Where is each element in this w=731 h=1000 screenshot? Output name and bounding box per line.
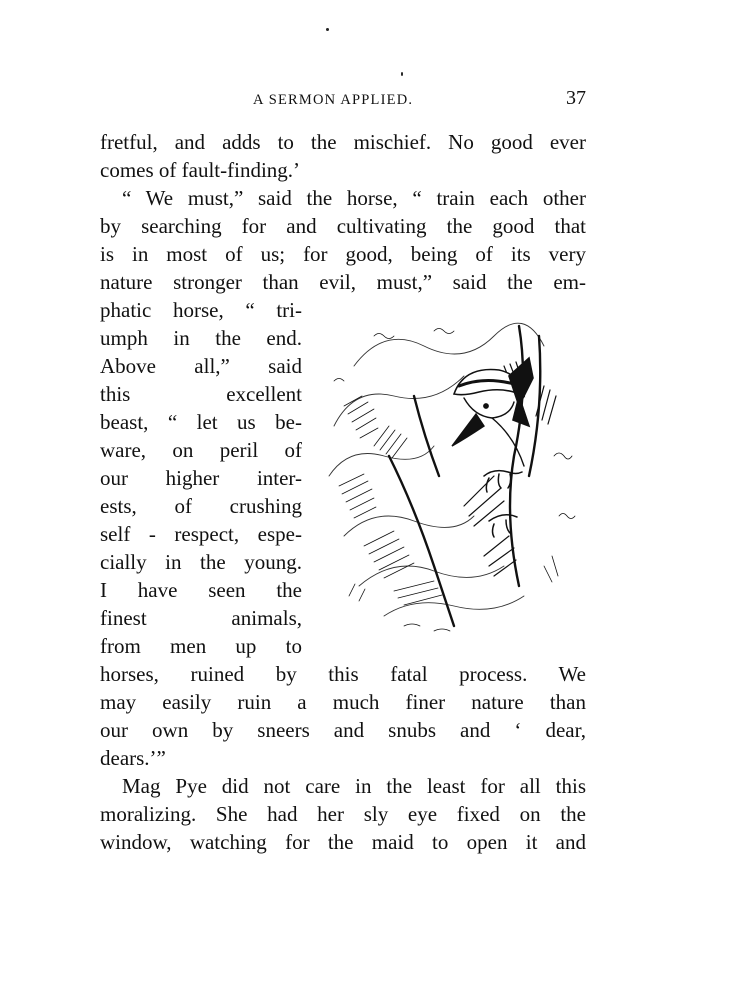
text-line: our higher inter-: [100, 466, 302, 490]
text-line: by searching for and cultivating the good that: [100, 214, 586, 238]
magpie-illustration: [314, 306, 586, 648]
text-line: is in most of us; for good, being of its very: [100, 242, 586, 266]
text-line: phatic horse, “ tri-: [100, 298, 302, 322]
text-line: window, watching for the maid to open it and: [100, 830, 586, 854]
text-line: umph in the end.: [100, 326, 302, 350]
text-line: beast, “ let us be-: [100, 410, 302, 434]
text-line: dears.’”: [100, 746, 166, 770]
text-line: our own by sneers and snubs and ‘ dear,: [100, 718, 586, 742]
text-line: finest animals,: [100, 606, 302, 630]
text-line: ware, on peril of: [100, 438, 302, 462]
text-line: ests, of crushing: [100, 494, 302, 518]
text-line: this excellent: [100, 382, 302, 406]
text-line: moralizing. She had her sly eye fixed on the: [100, 802, 586, 826]
text-line: self - respect, espe-: [100, 522, 302, 546]
text-line: horses, ruined by this fatal process. We: [100, 662, 586, 686]
text-line: cially in the young.: [100, 550, 302, 574]
print-speck: [401, 72, 403, 76]
text-line: Mag Pye did not care in the least for all this: [122, 774, 586, 798]
page-header: [100, 89, 586, 113]
text-line: “ We must,” said the horse, “ train each other: [122, 186, 586, 210]
text-line: fretful, and adds to the mischief. No good ever: [100, 130, 586, 154]
text-line: may easily ruin a much finer nature than: [100, 690, 586, 714]
print-speck: [326, 28, 329, 31]
running-title: A SERMON APPLIED.: [253, 92, 414, 108]
text-line: I have seen the: [100, 578, 302, 602]
text-line: comes of fault-finding.’: [100, 158, 301, 182]
page-number: 37: [566, 87, 586, 109]
text-line: nature stronger than evil, must,” said the em-: [100, 270, 586, 294]
text-line: Above all,” said: [100, 354, 302, 378]
text-line: from men up to: [100, 634, 302, 658]
